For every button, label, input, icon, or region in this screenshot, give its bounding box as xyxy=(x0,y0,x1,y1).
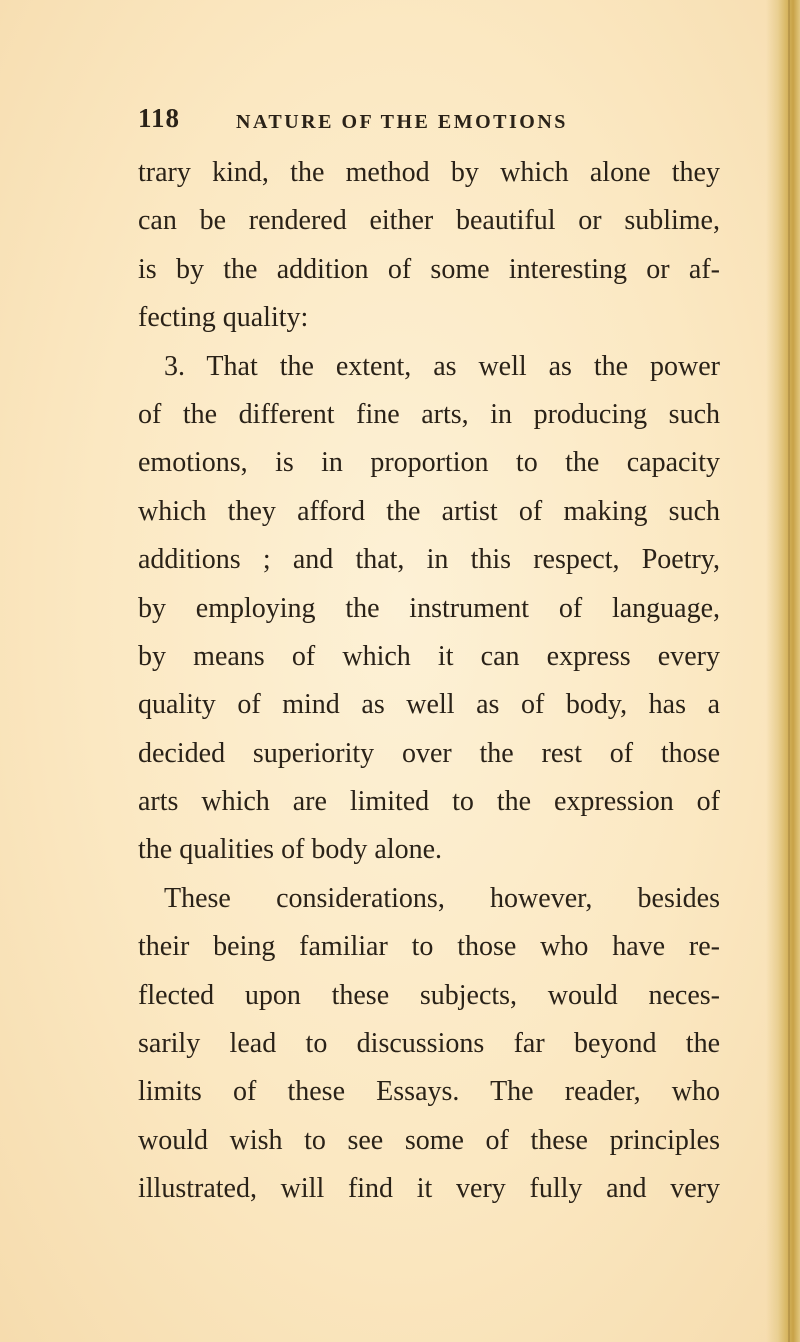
text-line: emotions, is in proportion to the capacity xyxy=(138,447,720,479)
running-head: NATURE OF THE EMOTIONS xyxy=(236,111,568,133)
body-text xyxy=(138,149,720,1214)
text-line: arts which are limited to the expression of xyxy=(138,786,720,818)
text-line: the qualities of body alone. xyxy=(138,834,443,866)
text-line: 3. That the extent, as well as the power xyxy=(164,350,720,382)
text-line: by employing the instrument of language, xyxy=(138,592,720,624)
text-line: additions ; and that, in this respect, Poetry, xyxy=(138,544,720,576)
text-line: These considerations, however, besides xyxy=(164,882,720,914)
page-number: 118 xyxy=(138,103,181,133)
text-line: can be rendered either beautiful or sublime, xyxy=(138,205,720,237)
page-edge xyxy=(766,0,800,1342)
page-header xyxy=(138,103,658,139)
text-line: of the different fine arts, in producing such xyxy=(138,398,720,430)
text-line: decided superiority over the rest of those xyxy=(138,737,720,769)
text-line: sarily lead to discussions far beyond the xyxy=(138,1028,720,1060)
text-line: fecting quality: xyxy=(138,302,309,334)
text-line: flected upon these subjects, would neces- xyxy=(138,979,720,1011)
text-line: quality of mind as well as of body, has a xyxy=(138,689,720,721)
text-line: illustrated, will find it very fully and very xyxy=(138,1173,720,1205)
text-line: limits of these Essays. The reader, who xyxy=(138,1076,720,1108)
text-line: would wish to see some of these principles xyxy=(138,1124,720,1156)
text-line: is by the addition of some interesting or af- xyxy=(138,253,720,285)
text-line: trary kind, the method by which alone they xyxy=(138,157,720,188)
text-line: their being familiar to those who have re- xyxy=(138,931,720,963)
text-line: by means of which it can express every xyxy=(138,640,720,672)
text-line: which they afford the artist of making such xyxy=(138,495,720,527)
